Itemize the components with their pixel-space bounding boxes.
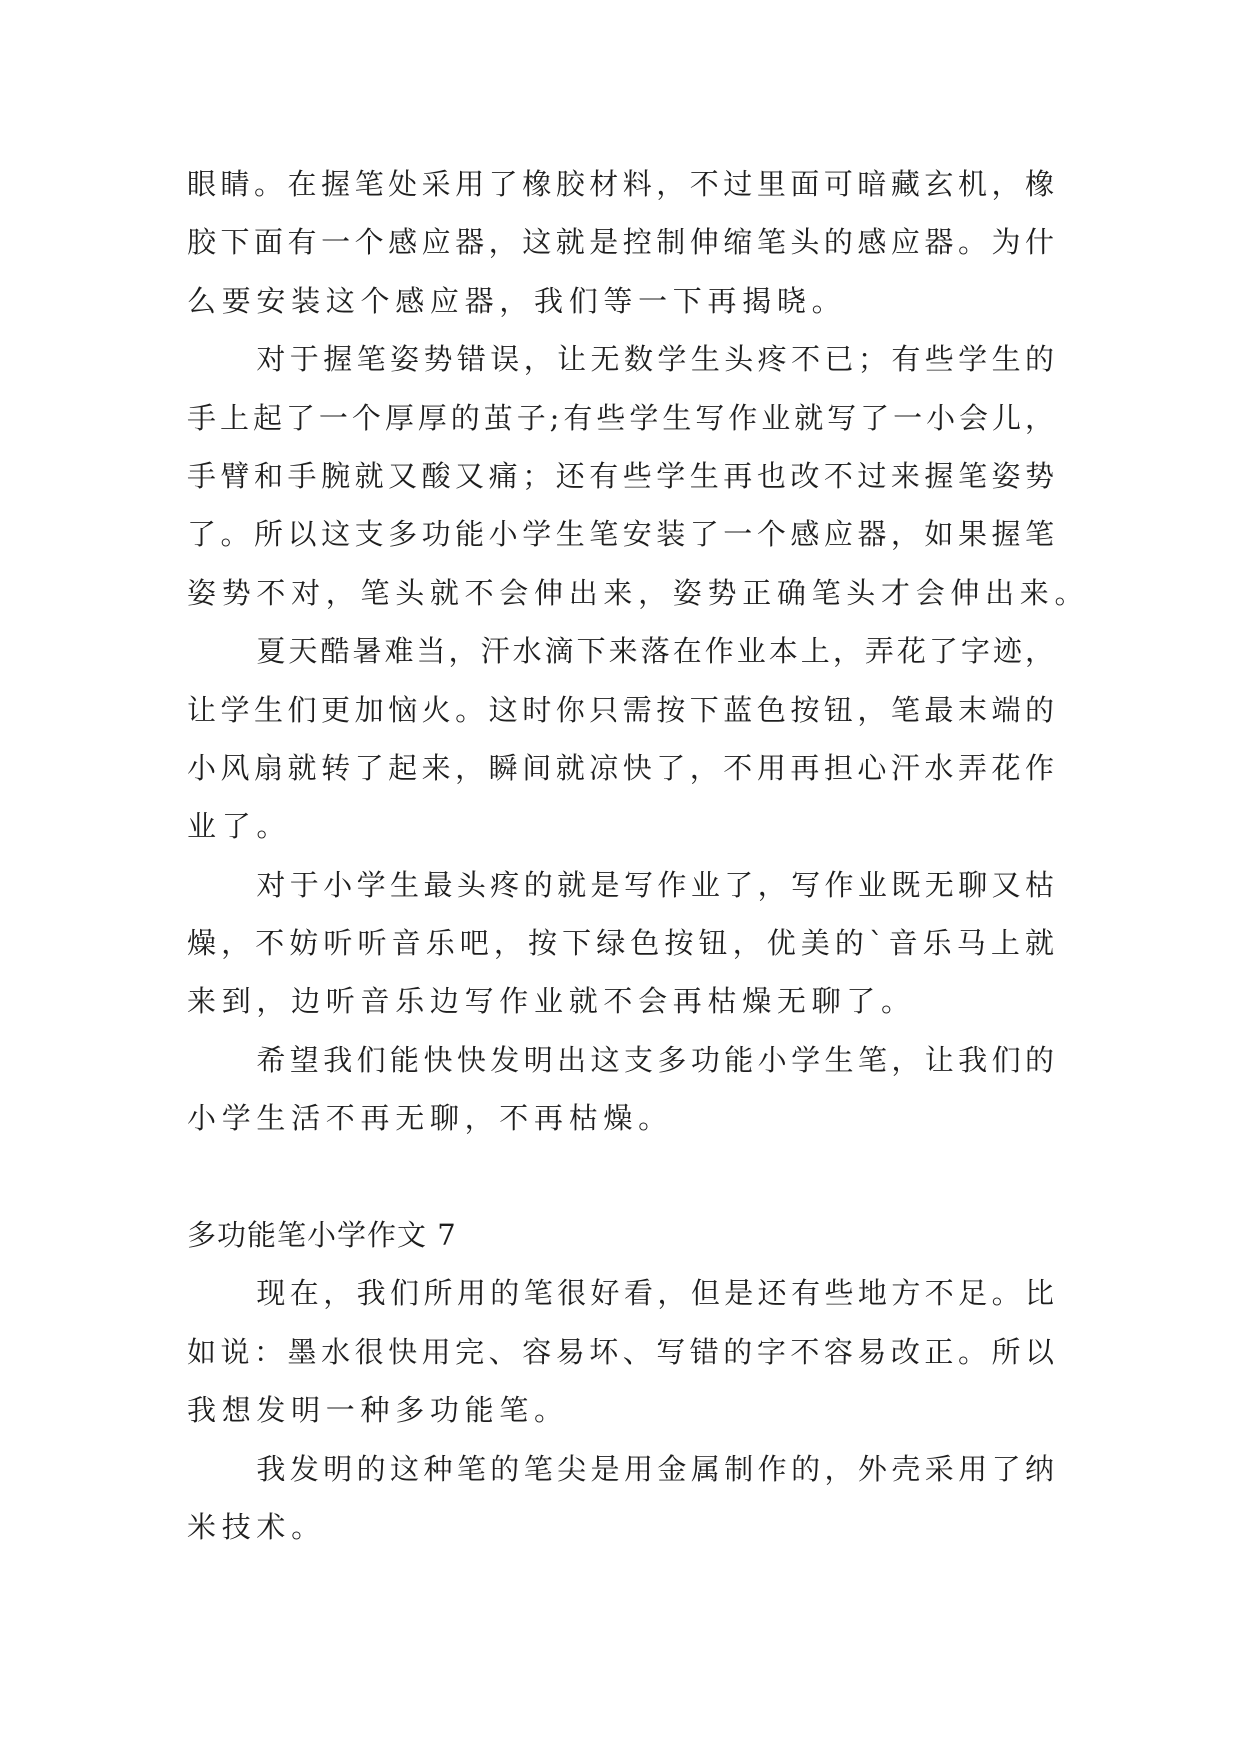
text-line: 米技术。 [187, 1509, 326, 1544]
text-line: 现在，我们所用的笔很好看，但是还有些地方不足。比 [256, 1276, 1059, 1311]
paragraph [187, 1440, 1059, 1557]
paragraph [187, 856, 1060, 1031]
text-line: 如说：墨水很快用完、容易坏、写错的字不容易改正。所以 [187, 1334, 1059, 1369]
text-line: 燥，不妨听听音乐吧，按下绿色按钮，优美的`音乐马上就 [187, 926, 1060, 961]
text-line: 夏天酷暑难当，汗水滴下来落在作业本上，弄花了字迹， [256, 634, 1058, 669]
text-line: 对于握笔姿势错误，让无数学生头疼不已；有些学生的 [256, 342, 1059, 377]
text-line: 眼睛。在握笔处采用了橡胶材料，不过里面可暗藏玄机，橡 [187, 167, 1059, 201]
text-line: 业了。 [187, 809, 292, 844]
text-line: 了。所以这支多功能小学生笔安装了一个感应器，如果握笔 [187, 517, 1059, 552]
text-line: 小风扇就转了起来，瞬间就凉快了，不用再担心汗水弄花作 [187, 750, 1059, 785]
text-line: 姿势不对，笔头就不会伸出来，姿势正确笔头才会伸出来。 [187, 575, 1090, 610]
text-line: 手臂和手腕就又酸又痛；还有些学生再也改不过来握笔姿势 [187, 458, 1059, 493]
document-body [187, 155, 1090, 1556]
text-line: 小学生活不再无聊，不再枯燥。 [187, 1101, 673, 1136]
paragraph [187, 330, 1090, 622]
text-line: 么要安装这个感应器，我们等一下再揭晓。 [187, 283, 847, 318]
text-line: 我想发明一种多功能笔。 [187, 1393, 569, 1428]
text-line: 胶下面有一个感应器，这就是控制伸缩笔头的感应器。为什 [187, 225, 1059, 260]
text-line: 我发明的这种笔的笔尖是用金属制作的，外壳采用了纳 [256, 1451, 1059, 1486]
text-line: 让学生们更加恼火。这时你只需按下蓝色按钮，笔最末端的 [187, 692, 1059, 727]
essay-title: 多功能笔小学作文 7 [187, 1218, 457, 1253]
text-line: 手上起了一个厚厚的茧子;有些学生写作业就写了一小会儿， [187, 400, 1058, 435]
paragraph [187, 622, 1059, 856]
text-line: 来到，边听音乐边写作业就不会再枯燥无聊了。 [187, 984, 916, 1019]
text-line: 希望我们能快快发明出这支多功能小学生笔，让我们的 [256, 1042, 1059, 1077]
paragraph [187, 1031, 1059, 1148]
paragraph [187, 1264, 1059, 1439]
paragraph [187, 155, 1059, 330]
text-line: 对于小学生最头疼的就是写作业了，写作业既无聊又枯 [256, 867, 1059, 902]
